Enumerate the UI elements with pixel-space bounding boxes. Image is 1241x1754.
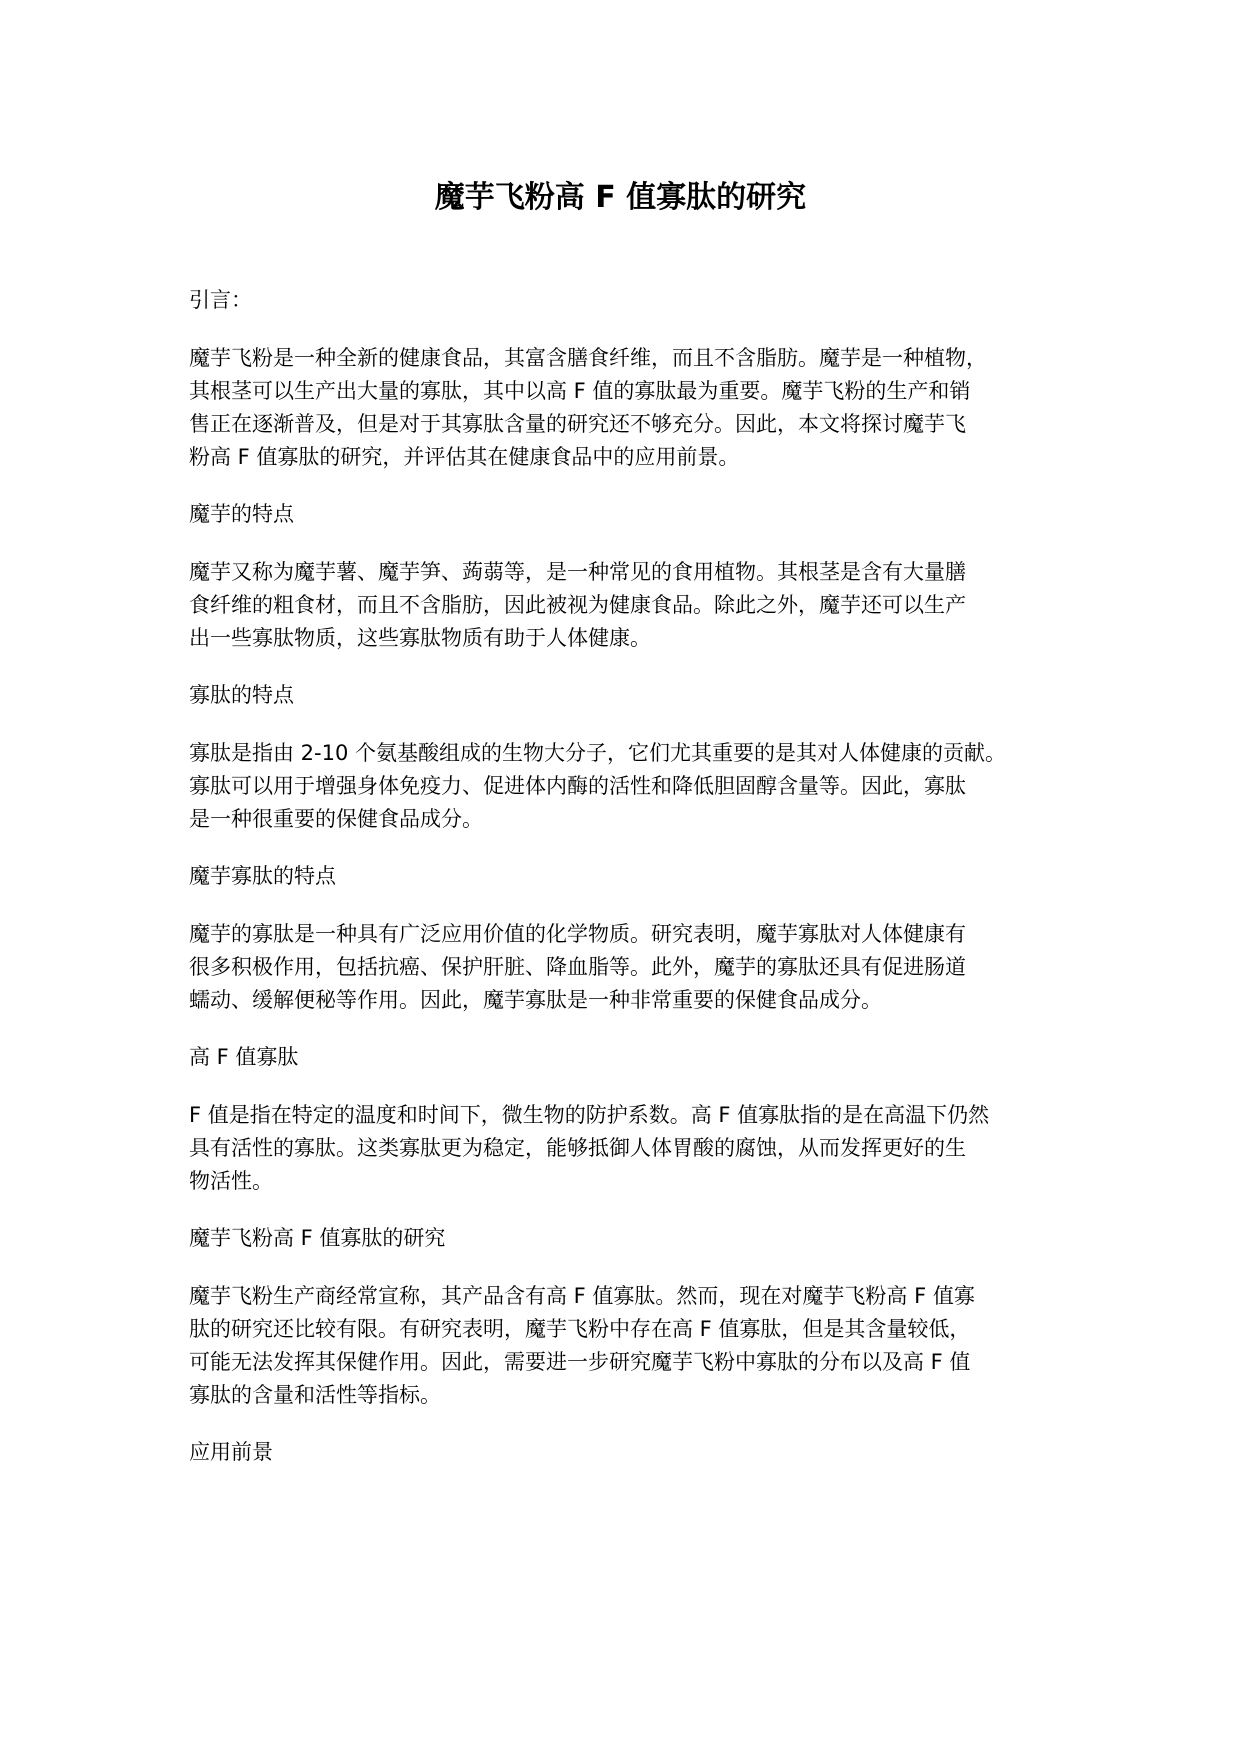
paragraph-line: 魔芋又称为魔芋薯、魔芋笋、蒟蒻等，是一种常见的食用植物。其根茎是含有大量膳 [189,560,966,584]
section-paragraph-oligopeptide-features [189,737,1069,836]
paragraph-line: 可能无法发挥其保健作用。因此，需要进一步研究魔芋飞粉中寡肽的分布以及高 F 值 [189,1350,971,1374]
section-paragraph-konjac-features [189,556,1069,655]
paragraph-line: 魔芋飞粉是一种全新的健康食品，其富含膳食纤维，而且不含脂肪。魔芋是一种植物， [189,346,987,370]
section-heading-high-f-value: 高 F 值寡肽 [189,1045,299,1069]
paragraph-line: 魔芋的寡肽是一种具有广泛应用价值的化学物质。研究表明，魔芋寡肽对人体健康有 [189,922,966,946]
paragraph-line: 很多积极作用，包括抗癌、保护肝脏、降血脂等。此外，魔芋的寡肽还具有促进肠道 [189,955,966,979]
section-heading-oligopeptide-features: 寡肽的特点 [189,683,294,707]
section-paragraph-konjac-oligopeptide-features [189,918,1069,1017]
section-heading-research: 魔芋飞粉高 F 值寡肽的研究 [189,1226,446,1250]
paragraph-line: 粉高 F 值寡肽的研究，并评估其在健康食品中的应用前景。 [189,445,740,469]
document-body [189,284,1069,1494]
paragraph-line: 蠕动、缓解便秘等作用。因此，魔芋寡肽是一种非常重要的保健食品成分。 [189,988,882,1012]
intro-label: 引言： [189,288,252,312]
section-heading-konjac-features: 魔芋的特点 [189,502,294,526]
paragraph-line: 食纤维的粗食材，而且不含脂肪，因此被视为健康食品。除此之外，魔芋还可以生产 [189,593,966,617]
paragraph-line: 肽的研究还比较有限。有研究表明，魔芋飞粉中存在高 F 值寡肽，但是其含量较低， [189,1317,971,1341]
section-heading-application-prospects: 应用前景 [189,1440,273,1464]
paragraph-line: 寡肽可以用于增强身体免疫力、促进体内酶的活性和降低胆固醇含量等。因此，寡肽 [189,774,966,798]
paragraph-line: F 值是指在特定的温度和时间下，微生物的防护系数。高 F 值寡肽指的是在高温下仍然 [189,1103,990,1127]
paragraph-line: 其根茎可以生产出大量的寡肽，其中以高 F 值的寡肽最为重要。魔芋飞粉的生产和销 [189,379,971,403]
paragraph-line: 魔芋飞粉生产商经常宣称，其产品含有高 F 值寡肽。然而，现在对魔芋飞粉高 F 值寡 [189,1284,975,1308]
section-heading-konjac-oligopeptide-features: 魔芋寡肽的特点 [189,864,336,888]
section-paragraph-high-f-value [189,1099,1069,1198]
paragraph-line: 寡肽是指由 2-10 个氨基酸组成的生物大分子，它们尤其重要的是其对人体健康的贡献。 [189,741,1007,765]
paragraph-line: 寡肽的含量和活性等指标。 [189,1383,441,1407]
paragraph-line: 是一种很重要的保健食品成分。 [189,807,483,831]
paragraph-line: 物活性。 [189,1169,273,1193]
paragraph-line: 售正在逐渐普及，但是对于其寡肽含量的研究还不够充分。因此，本文将探讨魔芋飞 [189,412,966,436]
paragraph-line: 具有活性的寡肽。这类寡肽更为稳定，能够抵御人体胃酸的腐蚀，从而发挥更好的生 [189,1136,966,1160]
document-title: 魔芋飞粉高 F 值寡肽的研究 [434,180,807,215]
section-paragraph-research [189,1280,1069,1412]
intro-paragraph [189,342,1069,474]
paragraph-line: 出一些寡肽物质，这些寡肽物质有助于人体健康。 [189,626,651,650]
